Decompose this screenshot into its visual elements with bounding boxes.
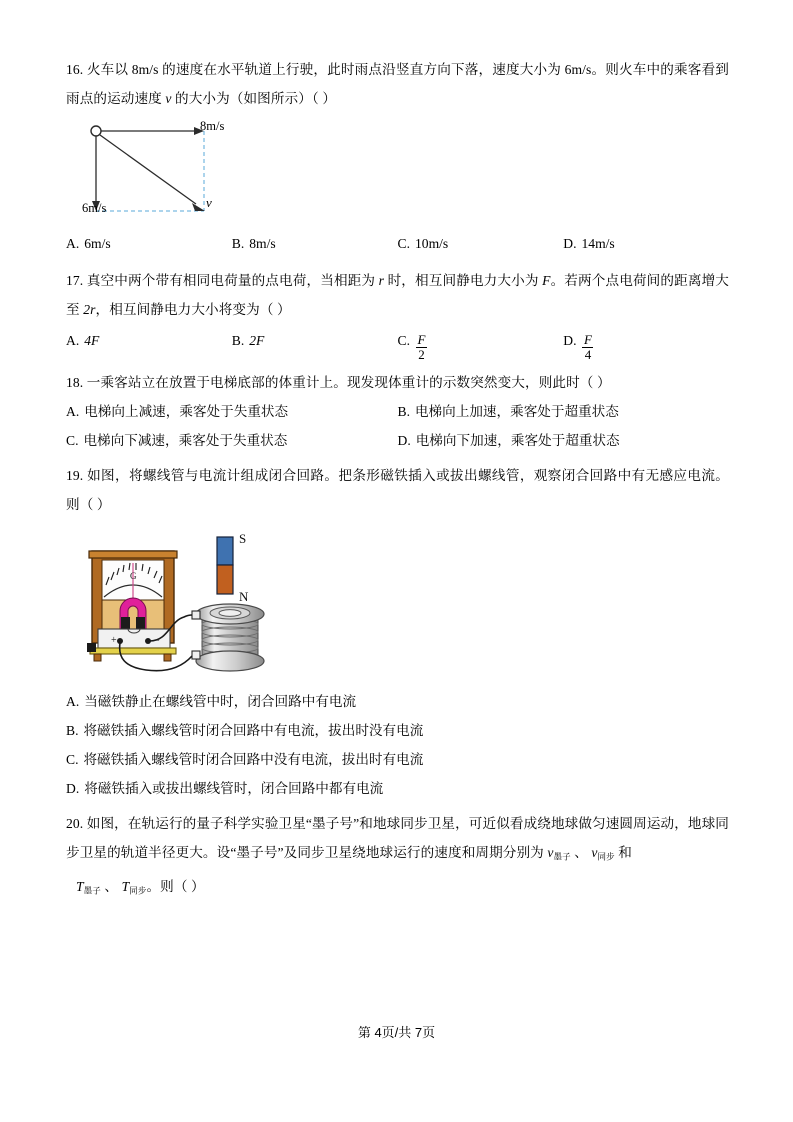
solenoid-bottom-flange <box>196 651 264 671</box>
option-text: 6m/s <box>84 236 111 251</box>
option-text: 4F <box>84 333 100 348</box>
question-19-options-row-4 <box>66 774 729 803</box>
question-20-subscript-t-mozi: 墨子 <box>83 885 101 896</box>
question-17-stem-part2: 时，相互间静电力大小为 <box>384 273 543 288</box>
solenoid-terminal-bottom[interactable] <box>192 651 200 659</box>
question-18-stem <box>66 368 729 397</box>
question-19-options-row-1 <box>66 687 729 716</box>
option-label: A. <box>66 236 80 251</box>
option-label: D. <box>563 333 577 348</box>
option-fraction <box>582 333 593 361</box>
question-20-symbol-v-tongbu: v <box>591 845 598 861</box>
terminal-plus-label: + <box>111 635 117 647</box>
resultant-vector-line <box>100 135 196 204</box>
question-20-separator: 、 <box>570 845 592 861</box>
figure-label-horizontal-speed: 8m/s <box>200 119 225 133</box>
option-text: 将磁铁插入或拔出螺线管时，闭合回路中都有电流 <box>84 781 384 797</box>
page-content <box>66 55 729 909</box>
fraction-denominator: 2 <box>416 347 427 362</box>
option-text: 14m/s <box>581 236 615 251</box>
option-label: A. <box>66 404 80 420</box>
option-label: B. <box>231 236 245 251</box>
question-17-option-c[interactable] <box>398 324 564 362</box>
fraction-numerator: F <box>417 332 426 347</box>
electromagnetic-induction-apparatus <box>84 525 314 677</box>
question-18-stem-text: 一乘客站立在放置于电梯底部的体重计上。现发现体重计的示数突然变大，则此时（ ） <box>86 375 611 391</box>
question-20-stem <box>66 809 729 871</box>
option-label: C. <box>397 333 410 348</box>
question-16-option-b[interactable] <box>232 229 398 258</box>
option-label: C. <box>397 236 410 251</box>
figure-label-vertical-speed: 6m/s <box>82 201 107 215</box>
question-20-separator-2: 、 <box>100 878 122 894</box>
page-number-text: 第 4页/共 7页 <box>357 1025 436 1040</box>
option-label: B. <box>397 404 410 420</box>
question-19-option-c[interactable] <box>66 745 729 774</box>
question-16-option-a[interactable] <box>66 229 232 258</box>
question-16-speed-rain: 6m/s <box>564 62 592 77</box>
question-18-option-b[interactable] <box>398 397 730 426</box>
question-17-variable-f: F <box>542 273 551 288</box>
question-20-subscript-tongbu: 同步 <box>597 851 615 862</box>
option-text: 8m/s <box>249 236 276 251</box>
solenoid-terminal-top[interactable] <box>192 611 200 619</box>
question-19-stem-text: 如图，将螺线管与电流计组成闭合回路。把条形磁铁插入或拔出螺线管，观察闭合回路中有无感应电流。则（ ） <box>66 468 729 513</box>
galvanometer-top-rail <box>89 551 177 558</box>
galvanometer-g-label: G <box>130 571 137 582</box>
resultant-vector-arrowhead <box>192 203 205 211</box>
question-18-options-row-1 <box>66 397 729 426</box>
question-19-figure <box>84 525 314 677</box>
question-20-number: 20. <box>66 816 84 832</box>
option-text: 当磁铁静止在螺线管中时，闭合回路中有电流 <box>84 694 357 710</box>
question-19-options-row-3 <box>66 745 729 774</box>
question-20-symbol-t-mozi: T <box>76 878 84 894</box>
question-16-option-d[interactable] <box>563 229 729 258</box>
question-16-speed-train: 8m/s <box>131 62 159 77</box>
question-18-options <box>66 397 729 455</box>
question-20-stem-part2: 和 <box>614 845 632 861</box>
question-18-option-a[interactable] <box>66 397 398 426</box>
fraction-numerator: F <box>583 332 592 347</box>
question-16-option-c[interactable] <box>398 229 564 258</box>
question-19-number: 19. <box>66 468 84 484</box>
question-18 <box>66 368 729 455</box>
question-16-stem-part3: 。则火车中的乘客看到雨点的运动速度 <box>66 62 729 106</box>
option-text: 电梯向下加速，乘客处于超重状态 <box>415 433 620 449</box>
question-16-stem-part1: 火车以 <box>86 62 132 77</box>
option-text: 电梯向上加速，乘客处于超重状态 <box>414 404 619 420</box>
bar-magnet-north-half <box>217 565 233 594</box>
page-footer <box>0 1022 793 1041</box>
option-fraction <box>416 333 427 361</box>
bar-magnet-south-half <box>217 537 233 565</box>
question-20-symbol-t-tongbu: T <box>121 878 130 894</box>
option-label: C. <box>66 752 79 768</box>
question-17-stem-part4: ，相互间静电力大小将变为（ ） <box>95 302 291 317</box>
question-17-stem-part3: 。若两个点电荷间的距离增大至 <box>66 273 729 317</box>
question-20-subscript-mozi: 墨子 <box>553 851 571 862</box>
question-17-stem-part1: 真空中两个带有相同电荷量的点电荷，当相距为 <box>86 273 379 288</box>
fraction-denominator: 4 <box>582 347 593 362</box>
question-16-stem <box>66 55 729 113</box>
question-16-figure <box>76 115 326 227</box>
question-19-option-d[interactable] <box>66 774 729 803</box>
question-20-stem-part1: 如图，在轨运行的量子科学实验卫星“墨子号”和地球同步卫星，可近似看成绕地球做匀速圆周运动，地球同步卫星的轨道半径更大。设“墨子号”及同步卫星绕地球运行的速度和周期分别为 <box>66 816 729 861</box>
question-17-variable-r: r <box>378 273 385 288</box>
question-19-options-row-2 <box>66 716 729 745</box>
magnet-south-pole-label: S <box>239 531 247 547</box>
question-20-stem-line2 <box>76 872 729 905</box>
terminal-minus-label: – <box>154 635 159 647</box>
question-18-options-row-2 <box>66 426 729 455</box>
question-19-option-a[interactable] <box>66 687 729 716</box>
question-17-option-a[interactable] <box>66 324 232 362</box>
question-16-number: 16. <box>66 62 84 77</box>
question-17-option-d[interactable] <box>563 324 729 362</box>
option-text: 10m/s <box>414 236 449 251</box>
question-16 <box>66 55 729 258</box>
question-18-option-d[interactable] <box>398 426 730 455</box>
option-label: A. <box>66 333 80 348</box>
magnet-north-pole-label: N <box>239 589 249 605</box>
question-20-subscript-t-tongbu: 同步 <box>129 885 147 896</box>
option-label: A. <box>66 694 80 710</box>
option-text: 将磁铁插入螺线管时闭合回路中有电流，拔出时没有电流 <box>83 723 424 739</box>
question-16-stem-part2: 的速度在水平轨道上行驶，此时雨点沿竖直方向下落，速度大小为 <box>158 62 565 77</box>
question-19-stem <box>66 461 729 519</box>
question-16-stem-part4: 的大小为（如图所示）（ ） <box>171 91 337 106</box>
question-19 <box>66 461 729 803</box>
figure-label-resultant-speed: v <box>206 195 212 210</box>
option-label: B. <box>66 723 79 739</box>
question-19-option-b[interactable] <box>66 716 729 745</box>
option-label: D. <box>397 433 411 449</box>
question-16-options <box>66 229 729 258</box>
galvanometer-base <box>90 648 176 654</box>
option-text: 电梯向下减速，乘客处于失重状态 <box>83 433 288 449</box>
galvanometer-foot-right <box>164 654 171 661</box>
question-17-options <box>66 324 729 362</box>
question-17-variable-2r: 2r <box>83 302 96 317</box>
question-19-options <box>66 687 729 803</box>
origin-point <box>91 126 101 136</box>
option-text: 2F <box>249 333 265 348</box>
question-17-option-b[interactable] <box>232 324 398 362</box>
solenoid-core-opening-inner <box>219 610 241 617</box>
question-20 <box>66 809 729 905</box>
option-label: D. <box>563 236 577 251</box>
galvanometer-side-knob[interactable] <box>87 643 96 652</box>
option-text: 将磁铁插入螺线管时闭合回路中没有电流，拔出时有电流 <box>83 752 424 768</box>
question-17-number: 17. <box>66 273 84 288</box>
option-text: 电梯向上减速，乘客处于失重状态 <box>84 404 289 420</box>
question-18-number: 18. <box>66 375 84 391</box>
question-18-option-c[interactable] <box>66 426 398 455</box>
option-label: D. <box>66 781 80 797</box>
question-16-variable-v: v <box>165 91 172 106</box>
question-17-stem <box>66 266 729 324</box>
option-label: C. <box>66 433 79 449</box>
question-17 <box>66 266 729 362</box>
question-20-stem-part3: 。则（ ） <box>146 878 205 894</box>
option-label: B. <box>231 333 245 348</box>
galvanometer-foot-left <box>94 654 101 661</box>
question-20-symbol-v-mozi: v <box>547 845 554 861</box>
